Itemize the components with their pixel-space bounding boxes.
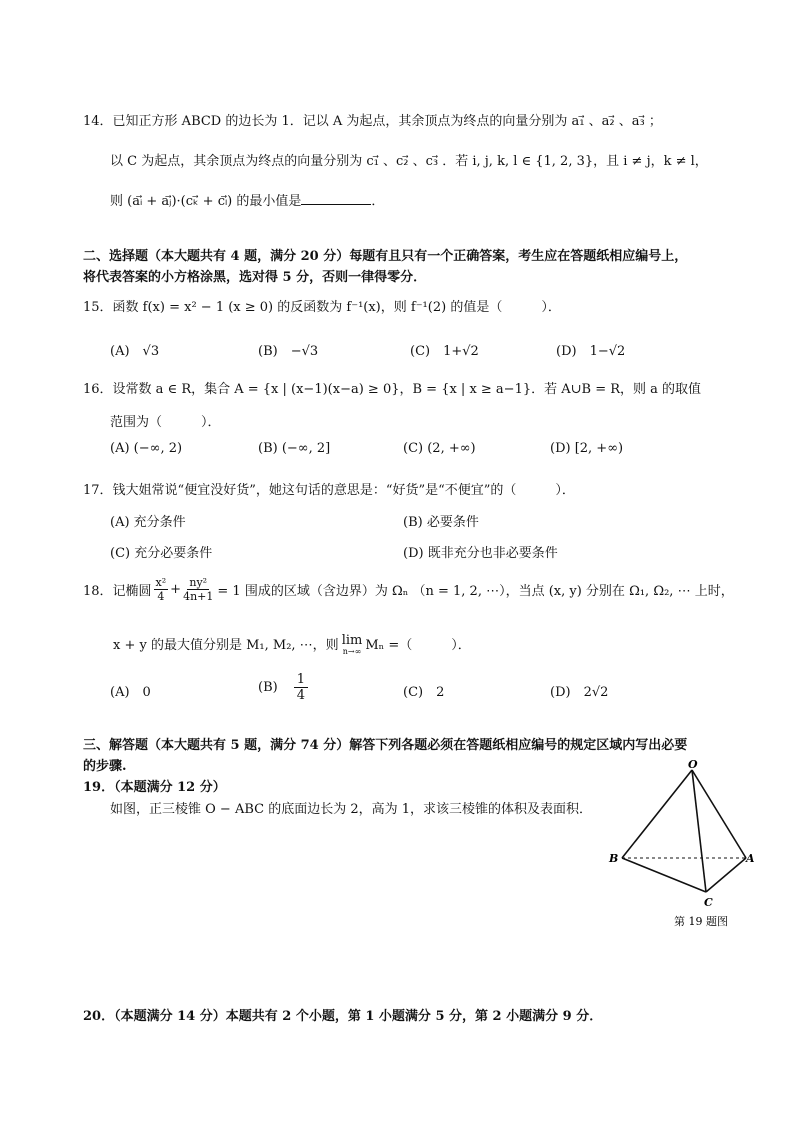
q18-limit [342, 634, 363, 656]
label-a: A [746, 852, 755, 865]
answer-blank [301, 192, 371, 205]
q14-line3-end: ． [371, 194, 385, 209]
section2-heading-line2: 将代表答案的小方格涂黑，选对得 5 分，否则一律得零分． [83, 270, 427, 285]
q15-option-b: (B) −√3 [258, 344, 319, 359]
q15-option-d: (D) 1−√2 [556, 344, 626, 359]
q17-stem: 17．钱大姐常说“便宜没好货”，她这句话的意思是：“好货”是“不便宜”的（ ）． [83, 483, 575, 498]
q18-lead: 18．记椭圆 [83, 584, 152, 599]
edge-bc [622, 858, 706, 892]
q18-option-b [258, 672, 308, 703]
q17-option-b: (B) 必要条件 [403, 515, 479, 530]
edge-ca [706, 858, 746, 892]
q14-line3 [110, 190, 384, 209]
q16-option-d: (D) [2, +∞) [550, 441, 624, 456]
q18-option-a: (A) 0 [110, 685, 151, 700]
pyramid-figure [600, 758, 770, 938]
q18-option-b-den: 4 [296, 688, 305, 703]
q18-option-b-fraction [294, 672, 308, 703]
q18-option-b-label: (B) [258, 680, 278, 695]
q18-frac2-den: 4n+1 [183, 590, 214, 603]
q15-option-a: (A) √3 [110, 344, 160, 359]
section3-heading-line1: 三、解答题（本大题共有 5 题，满分 74 分）解答下列各题必须在答题纸相应编号的规定区域内写出必要 [83, 738, 688, 753]
q14-line3-text: 则 (aᵢ⃗ + aⱼ⃗)·(cₖ⃗ + cₗ⃗) 的最小值是 [110, 194, 302, 209]
q18-line2-text: x + y 的最大值分别是 M₁, M₂, ⋯，则 [113, 638, 339, 653]
q17-option-c: (C) 充分必要条件 [110, 546, 213, 561]
q20-title: 20．（本题满分 14 分）本题共有 2 个小题，第 1 小题满分 5 分，第 2 小题满分 9 分． [83, 1009, 603, 1024]
q17-option-a: (A) 充分条件 [110, 515, 186, 530]
q18-option-b-num: 1 [294, 672, 308, 688]
q18-fraction-2 [183, 576, 213, 603]
q18-lim-word: lim [341, 633, 363, 648]
label-o: O [688, 758, 698, 771]
q15-option-c: (C) 1+√2 [410, 344, 479, 359]
q18-frac2-num: ny² [189, 576, 208, 589]
label-c: C [704, 896, 713, 909]
q18-plus: + [170, 582, 182, 597]
label-b: B [609, 852, 619, 865]
q16-line2: 范围为（ ）． [110, 415, 221, 430]
q18-frac1-den: 4 [157, 590, 165, 603]
q18-option-d: (D) 2√2 [550, 685, 609, 700]
q16-option-a: (A) (−∞, 2) [110, 441, 183, 456]
q18-rest: = 1 围成的区域（含边界）为 Ωₙ （n = 1, 2, ⋯），当点 (x, y) 分别在 Ω₁, Ω₂, ⋯ 上时， [217, 584, 734, 599]
figure-caption: 第 19 题图 [674, 915, 728, 928]
q16-option-b: (B) (−∞, 2] [258, 441, 331, 456]
q18-frac1-num: x² [155, 576, 167, 589]
q18-option-c: (C) 2 [403, 685, 445, 700]
q14-line1: 14．已知正方形 ABCD 的边长为 1．记以 A 为起点，其余顶点为终点的向量分别为 a₁⃗ 、a₂⃗ 、a₃⃗ ； [83, 114, 662, 129]
q15-stem: 15．函数 f(x) = x² − 1 (x ≥ 0) 的反函数为 f⁻¹(x)，则 f⁻¹(2) 的值是（ ）． [83, 300, 561, 315]
q18-lim-sub: n→∞ [342, 647, 362, 656]
q18-line2 [113, 634, 471, 656]
section2-heading-line1: 二、选择题（本大题共有 4 题，满分 20 分）每题有且只有一个正确答案，考生应在答题纸相应编号上， [83, 249, 688, 264]
q19-text: 如图，正三棱锥 O − ABC 的底面边长为 2，高为 1，求该三棱锥的体积及表面积． [110, 802, 593, 817]
q16-option-c: (C) (2, +∞) [403, 441, 476, 456]
edge-ob [622, 770, 692, 858]
q16-line1: 16．设常数 a ∈ R，集合 A = {x | (x−1)(x−a) ≥ 0}，B = {x | x ≥ a−1}．若 A∪B = R，则 a 的取值 [83, 382, 702, 397]
q14-line2: 以 C 为起点，其余顶点为终点的向量分别为 c₁⃗ 、c₂⃗ 、c₃⃗ ．若 i, j, k, l ∈ {1, 2, 3}，且 i ≠ j，k ≠ l， [110, 154, 708, 169]
section3-heading-line2: 的步骤. [83, 759, 127, 774]
q18-line1 [83, 576, 734, 603]
q18-fraction-1 [154, 576, 169, 603]
q19-title: 19．（本题满分 12 分） [83, 780, 226, 795]
q18-line2-end: Mₙ =（ ）． [365, 638, 471, 653]
q17-option-d: (D) 既非充分也非必要条件 [403, 546, 558, 561]
